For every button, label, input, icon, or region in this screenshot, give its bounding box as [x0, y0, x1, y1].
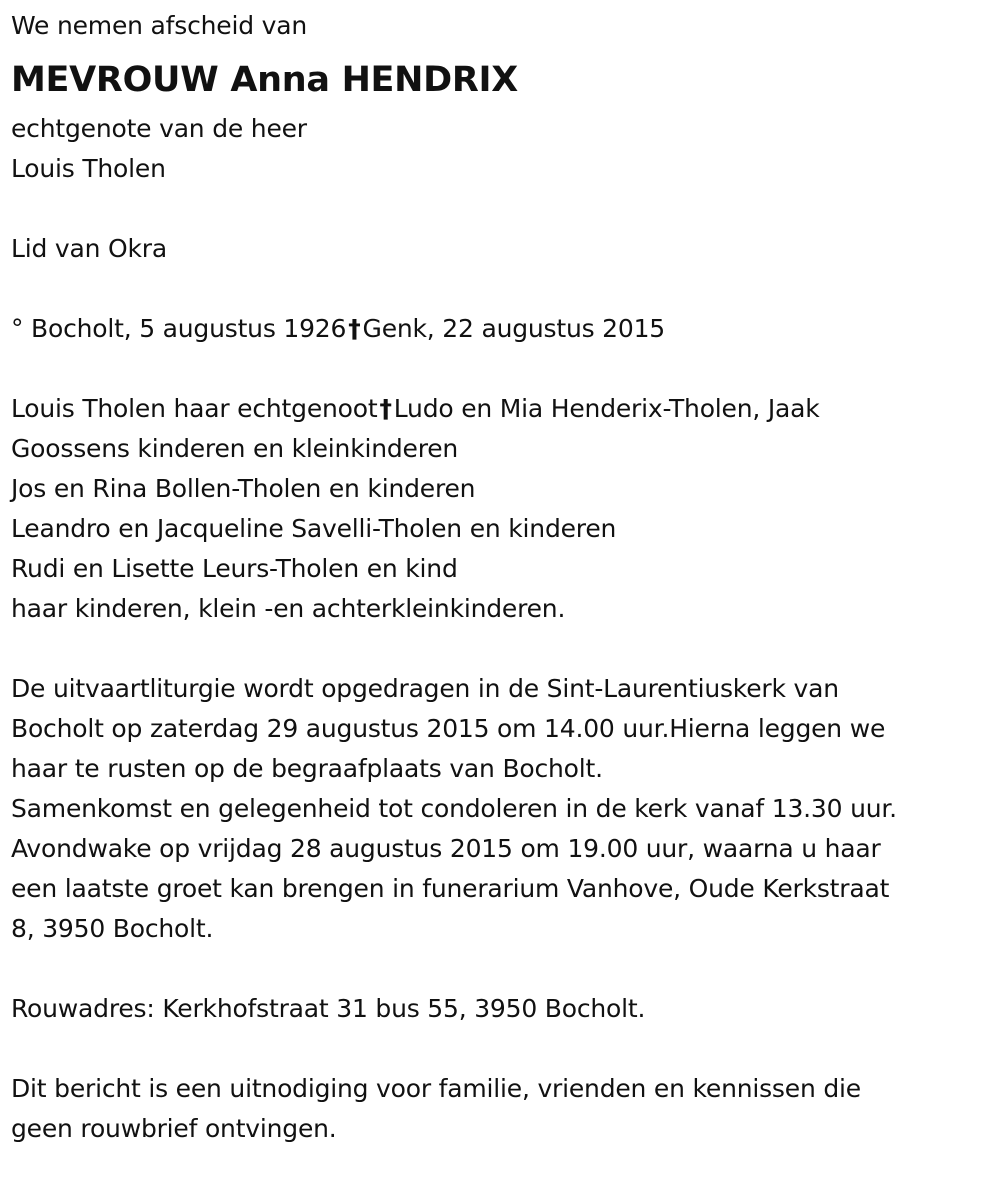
spouse-name: Louis Tholen [11, 154, 166, 183]
spacer [11, 1029, 991, 1069]
birth-date: ° Bocholt, 5 augustus 1926 [11, 314, 347, 343]
death-date: Genk, 22 augustus 2015 [362, 314, 666, 343]
family-line-text: Ludo en Mia Henderix-Tholen, Jaak [393, 394, 820, 423]
family-line: Goossens kinderen en kleinkinderen [11, 434, 459, 463]
spouse-label: echtgenote van de heer [11, 114, 307, 143]
ceremony-line: 8, 3950 Bocholt. [11, 914, 214, 943]
family-line: Rudi en Lisette Leurs-Tholen en kind [11, 554, 458, 583]
family-line: haar kinderen, klein -en achterkleinkinderen. [11, 594, 566, 623]
intro-text: We nemen afscheid van [11, 11, 307, 40]
closing-line: geen rouwbrief ontvingen. [11, 1114, 337, 1143]
family-line: Leandro en Jacqueline Savelli-Tholen en kinderen [11, 514, 617, 543]
spacer [11, 629, 991, 669]
closing-line: Dit bericht is een uitnodiging voor familie, vrienden en kennissen die [11, 1074, 861, 1103]
ceremony-line: De uitvaartliturgie wordt opgedragen in de Sint-Laurentiuskerk van [11, 674, 839, 703]
ceremony-line: Avondwake op vrijdag 28 augustus 2015 om 19.00 uur, waarna u haar [11, 834, 881, 863]
ceremony-line: Samenkomst en gelegenheid tot condoleren in de kerk vanaf 13.30 uur. [11, 794, 897, 823]
ceremony-line: haar te rusten op de begraafplaats van Bocholt. [11, 754, 603, 783]
family-line: Jos en Rina Bollen-Tholen en kinderen [11, 474, 476, 503]
cross-icon: † [379, 394, 392, 423]
ceremony-line: een laatste groet kan brengen in funerarium Vanhove, Oude Kerkstraat [11, 874, 890, 903]
ceremony-line: Bocholt op zaterdag 29 augustus 2015 om 14.00 uur.Hierna leggen we [11, 714, 886, 743]
deceased-name: MEVROUW Anna HENDRIX [11, 60, 518, 100]
life-dates [11, 309, 991, 349]
spacer [11, 349, 991, 389]
obituary-notice [11, 0, 991, 1149]
family-line [11, 389, 991, 429]
spacer [11, 189, 991, 229]
membership-text: Lid van Okra [11, 234, 167, 263]
spacer [11, 949, 991, 989]
mourning-address: Rouwadres: Kerkhofstraat 31 bus 55, 3950 Bocholt. [11, 994, 646, 1023]
spacer [11, 269, 991, 309]
cross-icon: † [348, 314, 361, 343]
family-line-text: Louis Tholen haar echtgenoot [11, 394, 378, 423]
